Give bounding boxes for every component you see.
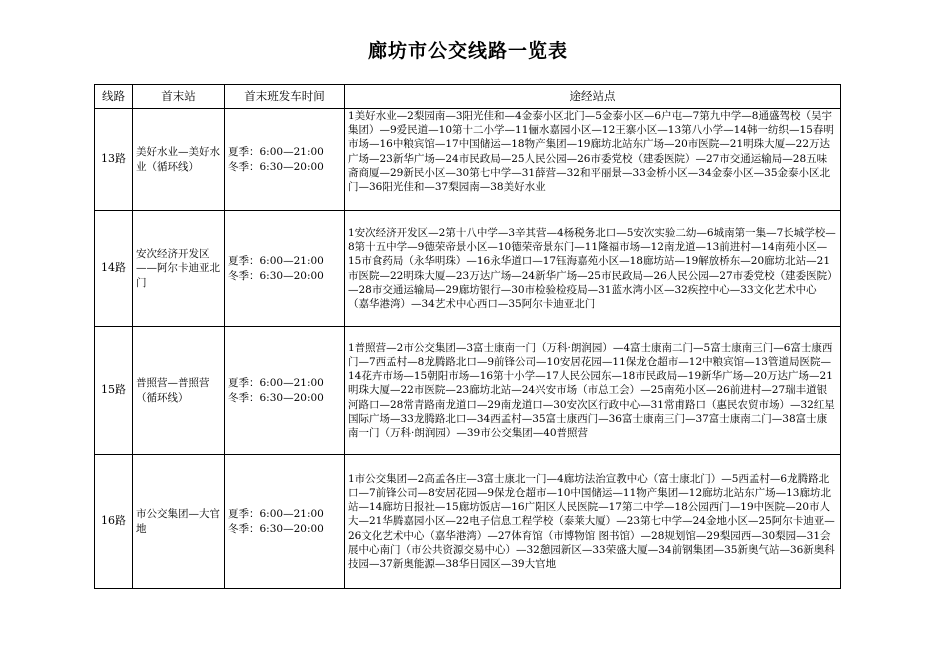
route-line: 13路 [95,109,133,211]
header-line: 线路 [95,85,133,109]
route-time [225,455,345,589]
route-stops-cell [345,109,841,211]
route-time [225,109,345,211]
header-stops: 途经站点 [345,85,841,109]
summer-time: 夏季：6:00—21:00 [228,146,324,159]
route-time [225,327,345,455]
route-line: 16路 [95,455,133,589]
table-row [95,327,841,455]
route-endpoints: 市公交集团—大官地 [133,455,225,589]
table-row [95,109,841,211]
table-header-row [95,85,841,109]
table-row [95,211,841,327]
table-row [95,455,841,589]
route-stops: 1安次经济开发区—2第十八中学—3辛其营—4杨税务北口—5安次实验二幼—6城南第一集—7长城学校—8第十五中学—9德荣帝景小区—10德荣帝景东门—11隆福市场—12南龙道—13前进村—14南苑小区—15市食药局（永华明珠）—16永华道口—17钰海嘉苑小区—18廊坊站—19解放桥东—20廊坊北站—21市医院—22明珠大厦—23万达广场—24新华广场—25市民政局—26人民公园—27市委党校（建委医院）—28市交通运输局—29廊坊银行—30市检验检疫局—31蓝水湾小区—32疾控中心—33文化艺术中心（嘉华港湾）—34艺术中心西口—35阿尔卡迪亚北门 [345,211,841,327]
route-stops: 1普照营—2市公交集团—3富士康南一门（万科·朗润园）—4富士康南二门—5富士康南三门—6富士康西门—7西孟村—8龙腾路北口—9前锋公司—10安居花园—11保龙仓超市—12中粮宾馆—13管道局医院—14花卉市场—15朝阳市场—16第十小学—17人民公园东—18市民政局—19新华广场—20万达广场—21明珠大厦—22市医院—23廊坊北站—24兴安市场（市总工会）—25南苑小区—26前进村—27瑞丰道银河路口—28常青路南龙道口—29南龙道口—30安次区行政中心—31常甫路口（惠民农贸市场）—32红星国际广场—33龙腾路北口—34西孟村—35富士康西门—36富士康南三门—37富士康南二门—38富士康南一门（万科·朗润园）—39市公交集团—40普照营 [345,327,841,455]
winter-time: 冬季：6:30—20:00 [228,160,324,173]
summer-time: 夏季：6:00—21:00 [228,508,324,521]
route-endpoints: 普照营—普照营（循环线） [133,327,225,455]
header-endpoints: 首末站 [133,85,225,109]
route-line: 15路 [95,327,133,455]
header-time: 首末班发车时间 [225,85,345,109]
route-stops: 1美好水业—2梨园南—3阳光佳和—4金泰小区北门—5金泰小区—6户屯—7第九中学—8通盛驾校（吴宇集团）—9爱民道—10第十二小学—11俪水嘉园小区—12王寨小区—13第八小学—14韩一纺织—15春明市场—16中粮宾馆—17中国储运—18物产集团—19廊坊北站东广场—20市医院—21明珠大厦—22万达广场—23新华广场—24市民政局—25人民公园—26市委党校（建委医院）—27市交通运输局—28五味斋商厦—29新民小区—30第七中学—31薛营—32和平丽景—33金桥小区—34金泰小区—35金泰小区北门—36阳光佳和—37梨园南—38美好水业 [348,110,834,194]
page-title: 廊坊市公交线路一览表 [367,40,568,62]
route-stops: 1市公交集团—2高孟各庄—3富士康北一门—4廊坊法治宣教中心（富士康北门）—5西孟村—6龙腾路北口—7前锋公司—8安居花园—9保龙仓超市—10中国储运—11物产集团—12廊坊北站东广场—13廊坊北站—14廊坊日报社—15廊坊饭店—16广阳区人民医院—17第二中学—18公园西门—19中医院—20市人大—21华腾嘉园小区—22电子信息工程学校（泰莱大厦）—23第七中学—24金地小区—25阿尔卡迪亚—26文化艺术中心（嘉华港湾）—27体育馆（市博物馆 图书馆）—28规划馆—29梨园西—30梨园—31会展中心南门（市公共资源交易中心）—32憩园新区—33荣盛大厦—34前钢集团—35新奥气站—36新奥科技园—37新奥能源—38华日园区—39大官地 [345,455,841,589]
route-endpoints: 安次经济开发区——阿尔卡迪亚北门 [133,211,225,327]
summer-time: 夏季：6:00—21:00 [228,377,324,390]
winter-time: 冬季：6:30—20:00 [228,391,324,404]
route-endpoints: 美好水业—美好水业（循环线） [133,109,225,211]
winter-time: 冬季：6:30—20:00 [228,522,324,535]
bus-routes-table [94,84,841,589]
winter-time: 冬季：6:30—20:00 [228,269,324,282]
route-line: 14路 [95,211,133,327]
route-time [225,211,345,327]
summer-time: 夏季：6:00—21:00 [228,255,324,268]
